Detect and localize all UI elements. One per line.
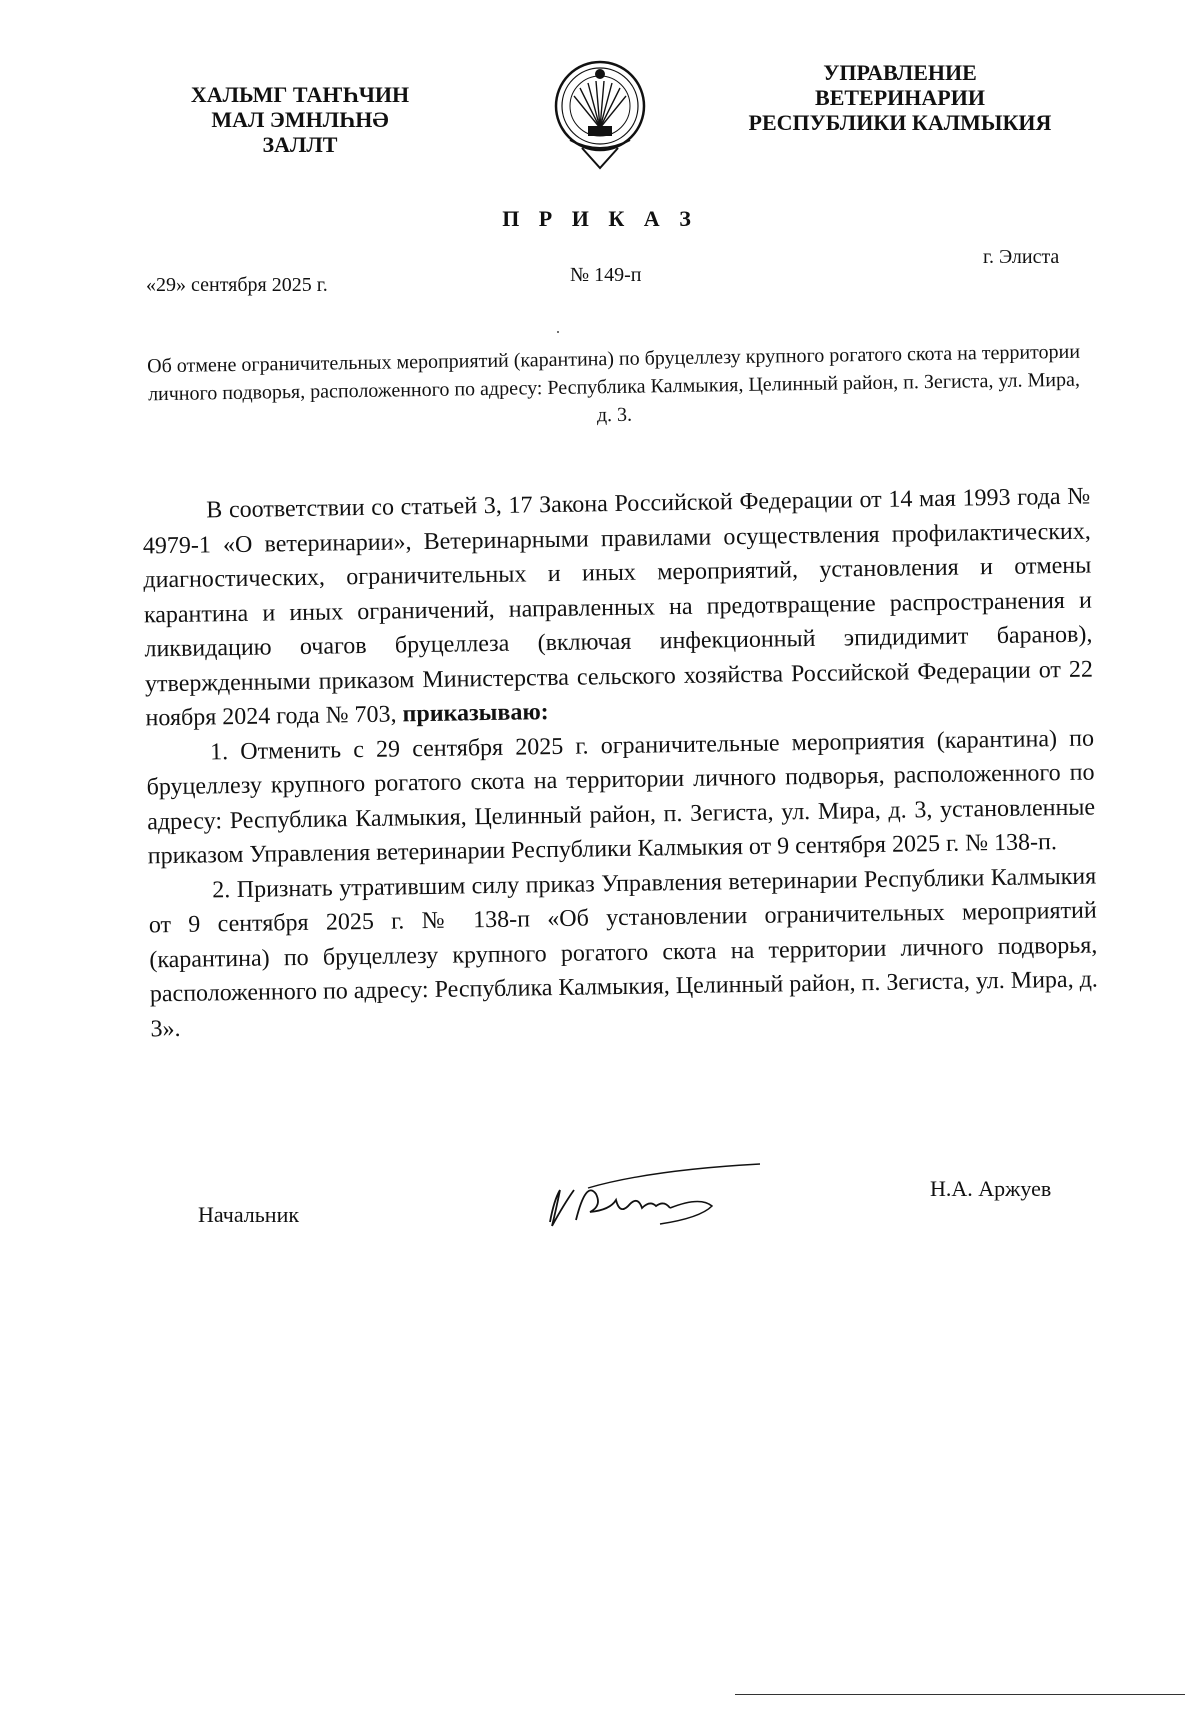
command-word: приказываю: [402,699,549,728]
signatory-title: Начальник [198,1202,300,1227]
header-left-line: МАЛ ЭМНЛҺНӘ [211,107,389,132]
order-city: г. Элиста [983,246,1060,268]
handwritten-signature-icon [530,1160,770,1250]
preamble-paragraph [142,480,1094,736]
header-right-line: УПРАВЛЕНИЕ [823,60,977,85]
scan-dot [557,331,559,333]
header-right-russian-title [720,60,1080,135]
order-subject: Об отмене ограничительных мероприятий (карантина) по бруцеллезу крупного рогатого скота на территории личного подворья, расположенного по адресу: Республика Калмыкия, Целинный район, п. Зегиста, ул. Мира, д. 3. [147,340,1081,427]
item-1-paragraph: 1. Отменить с 29 сентября 2025 г. ограничительные мероприятия (карантина) по бруцеллезу крупного рогатого скота на территории личного подворья, расположенного по адресу: Республика Калмыкия, Целинный район, п. Зегиста, ул. Мира, д. 3, установленные приказом Управления ветеринарии Республики Калмыкия от 9 сентября 2025 г. № 138-п. [146,725,1096,870]
preamble-text: В соответствии со статьей 3, 17 Закона Российской Федерации от 14 мая 1993 года № 4979-1 «О ветеринарии», Ветеринарными правилами осуществления профилактических, диагностических, ограничительных и иных мероприятий, установления и отмены карантина и иных ограничений, направленных на предотвращение распространения и ликвидацию очагов бруцеллеза (включая инфекционный эпидидимит баранов), утвержденными приказом Министерства сельского хозяйства Российской Федерации от 22 ноября 2024 года № 703, [142,483,1094,732]
order-body [142,480,1099,1047]
header-left-kalmyk-title [150,82,450,157]
header-left-line: ЗАЛЛТ [262,132,338,157]
coat-of-arms-emblem-icon [552,56,648,174]
header-left-line: ХАЛЬМГ ТАҤҺЧИН [190,82,410,107]
signatory-name: Н.А. Аржуев [930,1176,1052,1201]
header-right-line: ВЕТЕРИНАРИИ [815,85,985,110]
bottom-rule [735,1694,1185,1695]
item-2-paragraph: 2. Признать утратившим силу приказ Управления ветеринарии Республики Калмыкия от 9 сентября 2025 г. № 138-п «Об установлении ограничительных мероприятий (карантина) по бруцеллезу крупного рогатого скота на территории личного подворья, расположенного по адресу: Республика Калмыкия, Целинный район, п. Зегиста, ул. Мира, д. 3». [148,863,1098,1042]
order-title: П Р И К А З [502,206,698,231]
header-right-line: РЕСПУБЛИКИ КАЛМЫКИЯ [748,110,1052,135]
order-date: «29» сентября 2025 г. [146,274,328,296]
order-number: № 149-п [570,264,642,286]
